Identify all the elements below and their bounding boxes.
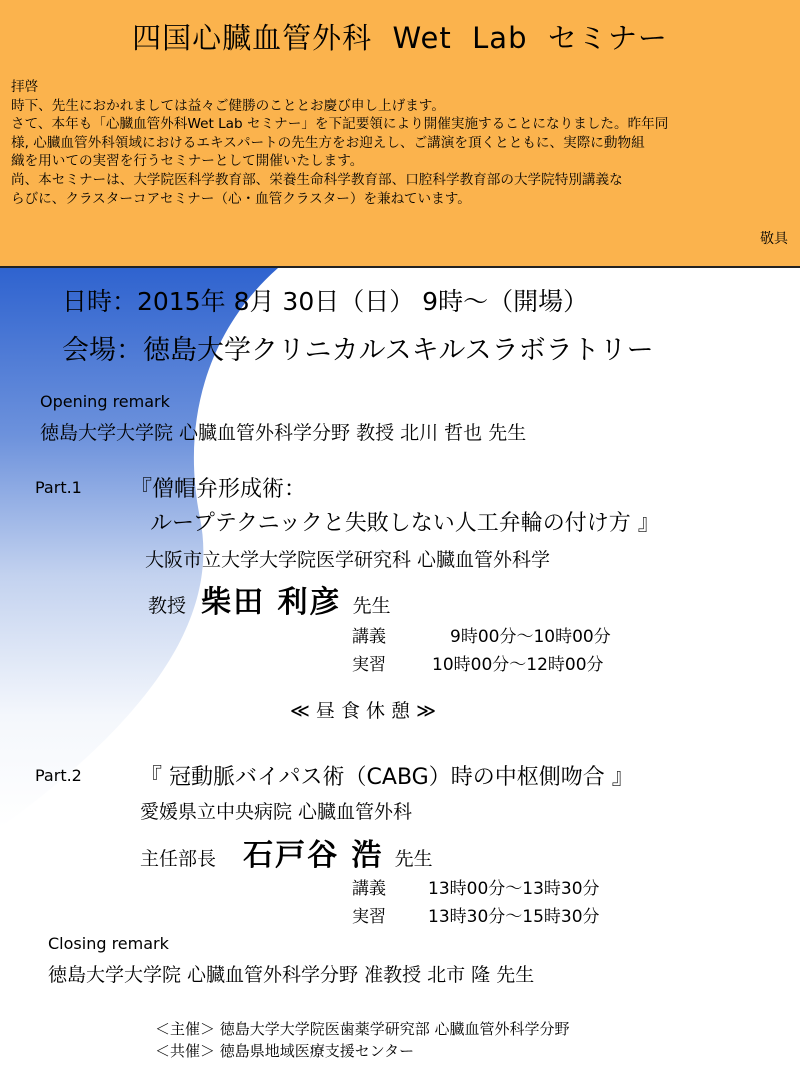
intro-line: さて、本年も「心臓血管外科Wet Lab セミナー」を下記要領により開催実施することになりました。昨年同 (11, 116, 669, 133)
cohost-organization: ＜共催＞ 徳島県地域医療支援センター (155, 1042, 415, 1060)
intro-line: 様, 心臓血管外科領域におけるエキスパートの先生方をお迎えし、ご講演を頂くとともに、実際に動物組 (11, 134, 645, 151)
closing-remark-speaker: 徳島大学大学院 心臓血管外科学分野 准教授 北市 隆 先生 (48, 964, 535, 986)
part2-lecture-time: 13時00分～13時30分 (428, 879, 600, 899)
part2-honorific: 先生 (394, 848, 433, 870)
part2-speaker (140, 830, 433, 874)
part1-honorific: 先生 (352, 595, 391, 617)
part2-position: 主任部長 (140, 848, 217, 870)
closing-remark-label: Closing remark (48, 934, 169, 953)
part2-practice-label: 実習 (352, 907, 386, 927)
part2-label: Part.2 (35, 766, 82, 785)
opening-remark-label: Opening remark (40, 392, 170, 411)
part1-title-line2: ループテクニックと失敗しない人工弁輪の付け方 』 (150, 511, 660, 536)
part1-practice-label: 実習 (352, 655, 386, 675)
intro-line: 尚、本セミナーは、大学院医科学教育部、栄養生命科学教育部、口腔科学教育部の大学院特別講義な (11, 171, 623, 188)
opening-remark-speaker: 徳島大学大学院 心臓血管外科学分野 教授 北川 哲也 先生 (40, 422, 527, 444)
part1-label: Part.1 (35, 478, 82, 497)
event-datetime: 日時：2015年 8月 30日（日） 9時～（開場） (62, 287, 589, 316)
part2-name: 石戸谷 浩 (243, 838, 384, 873)
part2-title: 『 冠動脈バイパス術（CABG）時の中枢側吻合 』 (140, 765, 634, 790)
intro-line: 時下、先生におかれましては益々ご健勝のこととお慶び申し上げます。 (11, 97, 445, 114)
part1-affiliation: 大阪市立大学大学院医学研究科 心臓血管外科学 (145, 549, 551, 571)
part1-name: 柴田 利彦 (201, 585, 342, 620)
part1-position: 教授 (148, 595, 187, 617)
intro-line: らびに、クラスターコアセミナー（心・血管クラスター）を兼ねています。 (11, 190, 471, 207)
host-organization: ＜主催＞ 徳島大学大学院医歯薬学研究部 心臓血管外科学分野 (155, 1020, 570, 1038)
part1-lecture-label: 講義 (352, 627, 386, 647)
lunch-break: ≪ 昼 食 休 憩 ≫ (290, 700, 436, 722)
part1-lecture-time: 9時00分～10時00分 (450, 627, 611, 647)
part1-speaker (148, 577, 391, 621)
part2-lecture-label: 講義 (352, 879, 386, 899)
part1-practice-time: 10時00分～12時00分 (432, 655, 604, 675)
part2-affiliation: 愛媛県立中央病院 心臓血管外科 (140, 801, 413, 823)
header-panel (0, 0, 800, 268)
intro-line: 拝啓 (11, 79, 39, 95)
closing-salutation: 敬具 (760, 231, 788, 247)
intro-line: 織を用いての実習を行うセミナーとして開催いたします。 (11, 153, 364, 170)
intro-text (11, 78, 791, 208)
seminar-title: 四国心臓血管外科 Wet Lab セミナー (132, 21, 668, 55)
event-venue: 会場：徳島大学クリニカルスキルスラボラトリー (62, 335, 654, 366)
part2-practice-time: 13時30分～15時30分 (428, 907, 600, 927)
part1-title-line1: 『僧帽弁形成術： (130, 477, 307, 502)
